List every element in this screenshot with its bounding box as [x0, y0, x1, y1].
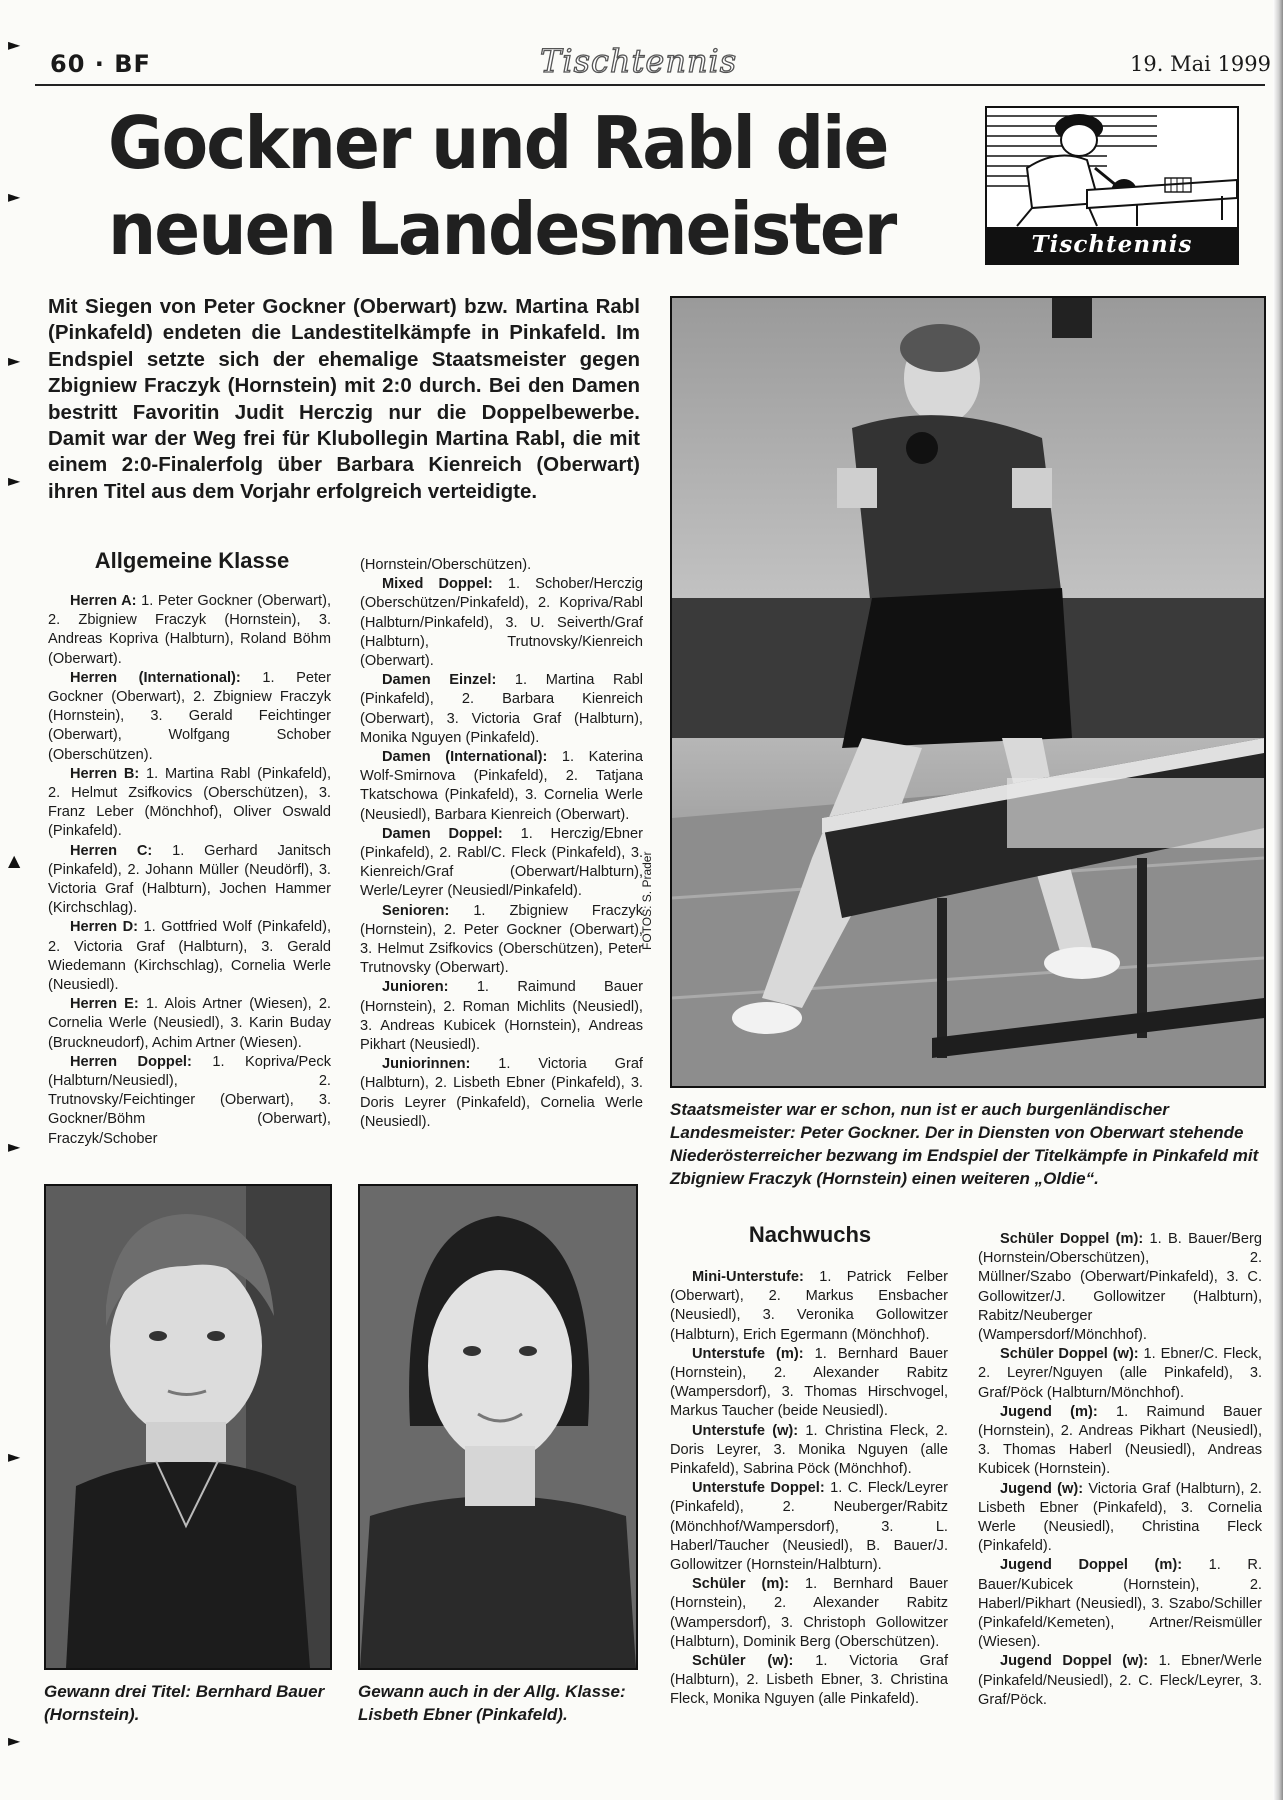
result-category-label: Juniorinnen:	[382, 1056, 471, 1073]
section-logo-label: Tischtennis	[987, 227, 1237, 263]
result-entry	[48, 592, 331, 669]
table-tennis-player-icon	[987, 108, 1237, 227]
result-entry	[670, 1422, 948, 1480]
result-text: 1. Gottfried Wolf (Pinkafeld), 2. Victoria Graf (Halbturn), 3. Gerald Wiedemann (Kirchschlag), Cornelia Werle (Neusiedl).	[48, 919, 331, 994]
result-text: 1. Herczig/Ebner (Pinkafeld), 2. Rabl/C. Fleck (Pinkafeld), 3. Kienreich/Graf (Oberwart/Halbturn), Werle/Leyrer (Neusiedl/Pinkafeld).	[360, 825, 644, 900]
result-text: 1. Ebner/Werle (Pinkafeld/Neusiedl), 2. C. Fleck/Leyrer, 3. Graf/Pöck.	[978, 1653, 1263, 1708]
result-category-label: Junioren:	[382, 979, 449, 996]
result-category-label: Senioren:	[382, 902, 450, 919]
result-entry	[48, 765, 331, 842]
result-category-label: Schüler (m):	[692, 1576, 790, 1593]
result-category-label: Schüler Doppel (m):	[1000, 1231, 1144, 1247]
allgemeine-klasse-heading: Allgemeine Klasse	[94, 548, 290, 573]
main-photo	[670, 296, 1266, 1088]
result-text: 1. Raimund Bauer (Hornstein), 2. Roman Michlits (Neusiedl), 3. Andreas Kubicek (Hornstein), Andreas Pikhart (Neusiedl).	[360, 979, 643, 1054]
binding-mark-icon: ▲	[8, 851, 21, 870]
result-entry	[48, 1053, 331, 1149]
result-category-label: Damen Doppel:	[382, 825, 503, 842]
result-category-label: Herren Doppel:	[70, 1053, 192, 1070]
result-category-label: Jugend Doppel (w):	[1000, 1653, 1149, 1670]
result-entry	[978, 1403, 1262, 1480]
binding-mark-icon: ►	[8, 187, 21, 206]
binding-mark-icon: ►	[8, 1731, 21, 1750]
issue-date: 19. Mai 1999	[1130, 52, 1271, 76]
portrait-girl-photo	[360, 1186, 636, 1668]
result-entry	[978, 1652, 1262, 1710]
result-text: 1. C. Fleck/Leyrer (Pinkafeld), 2. Neuberger/Rabitz (Mönchhof/Wampersdorf), 3. L. Haberl/Taucher (Neusiedl), B. Bauer/J. Gollowitzer (Hornstein/Halbturn).	[670, 1480, 948, 1574]
lead-paragraph: Mit Siegen von Peter Gockner (Oberwart) bzw. Martina Rabl (Pinkafeld) endeten die Landestitelkämpfe in Pinkafeld. Im Endspiel setzte sich der ehemalige Staatsmeister gegen Zbigniew Fraczyk (Hornstein) mit 2:0 durch. Bei den Damen bestritt Favoritin Judit Herczig nur die Doppelbewerbe. Damit war der Weg frei für Klubollegin Martina Rabl, die mit einem 2:0-Finalerfolg über Barbara Kienreich (Oberwart) ihren Titel aus dem Vorjahr erfolgreich verteidigte.	[48, 295, 640, 503]
result-text: 1. Bernhard Bauer (Hornstein), 2. Alexander Rabitz (Wampersdorf), 3. Thomas Hirschvogel, Markus Taucher (beide Neusiedl).	[670, 1345, 948, 1420]
result-text: 1. Katerina Wolf-Smirnova (Pinkafeld), 2. Tatjana Tkatschowa (Pinkafeld), 3. Cornelia Werle (Neusiedl), Barbara Kienreich (Oberwart).	[360, 749, 644, 823]
result-text: 1. Schober/Herczig (Oberschützen/Pinkafeld), 2. Kopriva/Rabl (Halbturn/Pinkafeld), 3. U. Seiverth/Graf (Halbturn), Trutnovsky/Kienreich (Oberwart).	[360, 576, 643, 670]
result-category-label: Herren A:	[70, 593, 137, 609]
page-number: 60 · BF	[50, 50, 151, 78]
result-entry	[670, 1345, 948, 1422]
section-logo	[985, 106, 1239, 265]
result-category-label: Unterstufe (m):	[692, 1345, 804, 1362]
result-category-label: Herren E:	[70, 996, 139, 1013]
results-continuation: (Hornstein/Oberschützen).	[360, 557, 532, 573]
result-text: 1. Martina Rabl (Pinkafeld), 2. Barbara Kienreich (Oberwart), 3. Victoria Graf (Halbturn), Monika Nguyen (Pinkafeld).	[360, 672, 643, 746]
portrait-boy-photo	[46, 1186, 330, 1668]
result-entry	[48, 669, 331, 765]
result-text: 1. Kopriva/Peck (Halbturn/Neusiedl), 2. Trutnovsky/Feichtinger (Oberwart), 3. Gockner/Böhm (Oberwart), Fraczyk/Schober	[48, 1053, 331, 1147]
result-category-label: Damen (International):	[382, 749, 548, 766]
result-entry	[48, 842, 331, 919]
result-text: 1. B. Bauer/Berg (Hornstein/Oberschützen), 2. Müllner/Szabo (Oberwart/Pinkafeld), 3. C. Gollowitzer/J. Gollowitzer (Halbturn), Rabitz/Neuberger (Wampersdorf/Mönchhof).	[978, 1231, 1263, 1344]
result-category-label: Jugend (w):	[1000, 1480, 1084, 1497]
result-entry	[978, 1556, 1262, 1652]
result-entry	[360, 978, 643, 1055]
header-rule	[35, 84, 1265, 86]
binding-mark-icon: ►	[8, 351, 21, 370]
result-category-label: Herren B:	[70, 765, 140, 782]
binding-mark-icon: ►	[8, 471, 21, 490]
nachwuchs-column-2	[978, 1230, 1262, 1710]
result-text: 1. Martina Rabl (Pinkafeld), 2. Helmut Zsifkovics (Oberschützen), 3. Franz Leber (Mönchhof), Oliver Oswald (Pinkafeld).	[48, 765, 331, 840]
binding-mark-icon: ►	[8, 1447, 21, 1466]
portrait-caption-1: Gewann drei Titel: Bernhard Bauer (Hornstein).	[44, 1682, 325, 1724]
nachwuchs-heading: Nachwuchs	[748, 1222, 872, 1247]
result-entry	[360, 575, 643, 671]
result-text: 1. Alois Artner (Wiesen), 2. Cornelia Werle (Neusiedl), 3. Karin Buday (Bruckneudorf), Achim Artner (Wiesen).	[48, 996, 331, 1051]
portrait-photo-bernhard-bauer	[44, 1184, 332, 1670]
nachwuchs-column-1	[670, 1268, 948, 1710]
result-entry	[978, 1345, 1262, 1403]
result-category-label: Jugend (m):	[1000, 1403, 1098, 1420]
result-category-label: Herren (International):	[70, 669, 241, 686]
binding-mark-icon: ►	[8, 1137, 21, 1156]
result-entry	[670, 1479, 948, 1575]
result-category-label: Mini-Unterstufe:	[692, 1269, 804, 1285]
headline-line-2: neuen Landesmeister	[108, 187, 896, 271]
result-text: 1. Christina Fleck, 2. Doris Leyrer, 3. Monika Nguyen (alle Pinkafeld), Sabrina Pöck (Mönchhof).	[670, 1422, 948, 1478]
result-category-label: Unterstufe (w):	[692, 1422, 799, 1439]
result-text: 1. R. Bauer/Kubicek (Hornstein), 2. Haberl/Pikhart (Neusiedl), 3. Szabo/Schiller (Pinkafeld/Kemeten), Artner/Reismüller (Wiesen).	[978, 1557, 1263, 1651]
result-category-label: Damen Einzel:	[382, 672, 497, 689]
headline-line-1: Gockner und Rabl die	[108, 101, 888, 185]
main-photo-caption: Staatsmeister war er schon, nun ist er auch burgenländischer Landesmeister: Peter Gockner. Der in Diensten von Oberwart stehende Niederösterreicher bezwang im Endspiel der Titelkämpfe in Pinkafeld mit Zbigniew Fraczyk (Hornstein) einen weiteren „Oldie“.	[670, 1100, 1259, 1188]
result-text: 1. Peter Gockner (Oberwart), 2. Zbigniew Fraczyk (Hornstein), 3. Andreas Kopriva (Halbturn), Roland Böhm (Oberwart).	[48, 593, 331, 667]
result-entry	[978, 1480, 1262, 1557]
table-tennis-action-photo	[672, 298, 1264, 1086]
result-entry	[670, 1652, 948, 1710]
result-text: 1. Victoria Graf (Halbturn), 2. Lisbeth Ebner (Pinkafeld), 3. Doris Leyrer (Pinkafeld), Cornelia Werle (Neusiedl).	[360, 1056, 643, 1130]
headline	[108, 100, 916, 272]
result-category-label: Jugend Doppel (m):	[1000, 1557, 1183, 1574]
binding-mark-icon: ►	[8, 35, 21, 54]
result-text: Victoria Graf (Halbturn), 2. Lisbeth Ebner (Pinkafeld), 3. Cornelia Werle (Neusiedl), Christina Fleck (Pinkafeld).	[978, 1480, 1262, 1555]
result-category-label: Schüler (w):	[692, 1653, 794, 1670]
allgemeine-klasse-column-2	[360, 556, 643, 1132]
result-entry	[48, 995, 331, 1053]
result-text: 1. Ebner/C. Fleck, 2. Leyrer/Nguyen (alle Pinkafeld), 3. Graf/Pöck (Halbturn/Mönchhof).	[978, 1346, 1262, 1401]
result-entry	[360, 902, 643, 979]
result-entry	[48, 918, 331, 995]
result-entry	[670, 1575, 948, 1652]
allgemeine-klasse-column-1	[48, 592, 331, 1149]
result-text: 1. Zbigniew Fraczyk (Hornstein), 2. Peter Gockner (Oberwart), 3. Helmut Zsifkovics (Oberschützen), Peter Trutnovsky (Oberwart).	[360, 902, 643, 977]
page-edge-shadow	[1273, 0, 1283, 1800]
portrait-caption-2: Gewann auch in der Allg. Klasse: Lisbeth Ebner (Pinkafeld).	[358, 1682, 626, 1724]
result-text: 1. Peter Gockner (Oberwart), 2. Zbigniew Fraczyk (Hornstein), 3. Gerald Feichtinger (Oberwart), Wolfgang Schober (Oberschützen).	[48, 669, 331, 763]
section-title: Tischtennis	[540, 42, 738, 80]
result-text: 1. Raimund Bauer (Hornstein), 2. Andreas Pikhart (Neusiedl), 3. Thomas Haberl (Neusiedl), Andreas Kubicek (Hornstein).	[978, 1403, 1262, 1478]
result-entry	[978, 1230, 1262, 1345]
result-entry	[360, 748, 643, 825]
result-category-label: Mixed Doppel:	[382, 576, 493, 593]
result-entry	[360, 1055, 643, 1132]
result-entry	[670, 1268, 948, 1345]
result-entry	[360, 671, 643, 748]
photo-credit: FOTOS: S. Prader	[640, 851, 654, 950]
result-text: 1. Victoria Graf (Halbturn), 2. Lisbeth Ebner, 3. Christina Fleck, Monika Nguyen (alle Pinkafeld).	[670, 1653, 948, 1708]
result-text: 1. Bernhard Bauer (Hornstein), 2. Alexander Rabitz (Wampersdorf), 3. Christoph Gollowitzer (Halbturn), Dominik Berg (Oberschützen).	[670, 1576, 948, 1650]
result-text: 1. Patrick Felber (Oberwart), 2. Markus Ensbacher (Neusiedl), 3. Veronika Gollowitzer (Halbturn), Erich Egermann (Mönchhof).	[670, 1269, 948, 1343]
result-category-label: Unterstufe Doppel:	[692, 1480, 825, 1497]
result-category-label: Schüler Doppel (w):	[1000, 1346, 1139, 1363]
result-category-label: Herren C:	[70, 842, 153, 859]
result-text: 1. Gerhard Janitsch (Pinkafeld), 2. Johann Müller (Neudörfl), 3. Victoria Graf (Halbturn), Jochen Hammer (Kirchschlag).	[48, 842, 331, 917]
result-category-label: Herren D:	[70, 919, 138, 936]
portrait-photo-lisbeth-ebner	[358, 1184, 638, 1670]
result-entry	[360, 825, 643, 902]
